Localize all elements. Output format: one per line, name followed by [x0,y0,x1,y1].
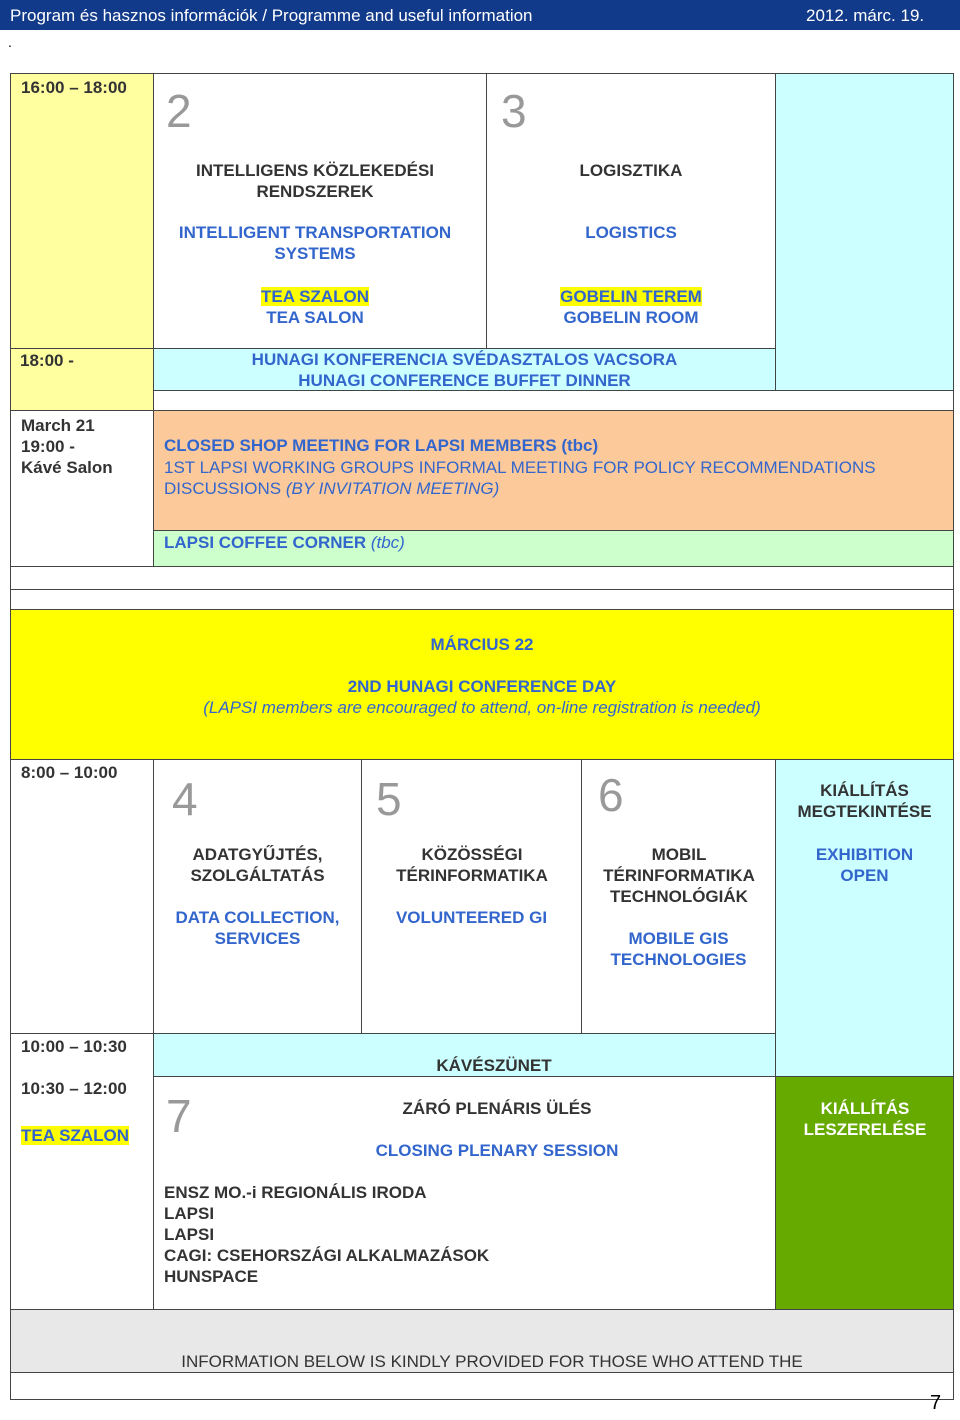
session-3-number: 3 [501,85,527,137]
day2-date: MÁRCIUS 22 [430,635,534,654]
exhibition-dismantle-cell [775,1076,954,1310]
buffet-dinner-hu: HUNAGI KONFERENCIA SVÉDASZTALOS VACSORA [251,350,678,369]
speaker-4: CAGI: CSEHORSZÁGI ALKALMAZÁSOK [164,1246,490,1265]
session-6-number: 6 [598,769,624,821]
buffet-dinner-en: HUNAGI CONFERENCE BUFFET DINNER [298,371,631,390]
session-5-cell [361,759,582,1034]
session-4-title-en: DATA COLLECTION, SERVICES [175,908,340,948]
lapsi-closed-meeting: CLOSED SHOP MEETING FOR LAPSI MEMBERS (tbc) [164,436,599,455]
closing-plenary-en: CLOSING PLENARY SESSION [375,1141,619,1160]
session-4-cell [153,759,362,1034]
session-3-room-en: GOBELIN ROOM [563,308,699,327]
lapsi-discussions: DISCUSSIONS (BY INVITATION MEETING) [164,479,500,498]
coffee-break-cell [153,1033,776,1077]
lapsi-working-groups: 1ST LAPSI WORKING GROUPS INFORMAL MEETING FOR POLICY RECOMMENDATIONS [164,458,876,477]
session-2-title-hu: INTELLIGENS KÖZLEKEDÉSI RENDSZEREK [195,161,435,201]
time-cell-march21 [10,410,154,567]
time-cell-1800 [10,348,154,391]
march21-date: March 21 [21,416,95,435]
session-4-number: 4 [172,773,198,825]
time-cell-1000 [10,1033,154,1310]
closing-plenary-cell [153,1076,776,1310]
time-1600: 16:00 – 18:00 [21,78,127,97]
session-2-cell [153,73,487,349]
page-number: 7 [930,1392,942,1414]
exhibition-open-en: EXHIBITION OPEN [815,845,914,885]
time-1000: 10:00 – 10:30 [21,1037,127,1056]
march21-place: Kávé Salon [21,458,113,477]
session-6-title-hu: MOBIL TÉRINFORMATIKA TECHNOLÓGIÁK [603,845,755,906]
exhibition-open-hu: KIÁLLÍTÁS MEGTEKINTÉSE [797,781,932,821]
info-text: INFORMATION BELOW IS KINDLY PROVIDED FOR THOSE WHO ATTEND THE [181,1352,803,1371]
info-row [10,1309,954,1373]
session-6-title-en: MOBILE GIS TECHNOLOGIES [610,929,747,969]
session-5-number: 5 [376,773,402,825]
session-2-room-en: TEA SALON [266,308,364,327]
dot-mark: . [8,34,12,50]
speaker-5: HUNSPACE [164,1267,259,1286]
speaker-2: LAPSI [164,1204,215,1223]
spacer-row [10,566,954,590]
march21-time: 19:00 - [21,437,75,456]
time-1800: 18:00 - [20,351,74,370]
day2-note: (LAPSI members are encouraged to attend, on-line registration is needed) [203,698,761,717]
session-3-title-en: LOGISTICS [585,223,677,242]
session-2-room-hu: TEA SZALON [261,287,369,306]
session-3-cell [486,73,776,349]
page-header [0,0,960,30]
buffet-dinner-cell [153,348,776,391]
session-7-number: 7 [166,1090,192,1142]
speaker-1: ENSZ MO.-i REGIONÁLIS IRODA [164,1183,427,1202]
header-date: 2012. márc. 19. [806,6,925,25]
day2-banner [10,609,954,760]
session-3-room-hu: GOBELIN TEREM [560,287,702,306]
coffee-break: KÁVÉSZÜNET [436,1056,552,1075]
session-5-title-hu: KÖZÖSSÉGI TÉRINFORMATIKA [396,845,548,885]
exhibition-open-cell [775,759,954,1077]
lapsi-coffee-corner: LAPSI COFFEE CORNER (tbc) [164,533,405,552]
session-5-title-en: VOLUNTEERED GI [395,908,548,927]
exhibition-column-top [775,73,954,391]
day2-title: 2ND HUNAGI CONFERENCE DAY [347,677,617,696]
session-2-number: 2 [166,85,192,137]
header-title: Program és hasznos információk / Programme and useful information [10,6,533,25]
session-3-title-hu: LOGISZTIKA [579,161,683,180]
closing-plenary-hu: ZÁRÓ PLENÁRIS ÜLÉS [402,1099,592,1118]
time-1030: 10:30 – 12:00 [21,1079,127,1098]
time-cell-0800 [10,759,154,1034]
time-0800: 8:00 – 10:00 [21,763,118,782]
session-6-cell [581,759,776,1034]
plenary-room: TEA SZALON [21,1126,129,1145]
lapsi-meeting-cell [153,410,954,531]
speaker-3: LAPSI [164,1225,215,1244]
session-4-title-hu: ADATGYŰJTÉS, SZOLGÁLTATÁS [190,845,325,885]
exhibition-dismantle: KIÁLLÍTÁS LESZERELÉSE [803,1099,927,1139]
lapsi-coffee-corner-cell [153,530,954,567]
session-2-title-en: INTELLIGENT TRANSPORTATION SYSTEMS [178,223,452,263]
